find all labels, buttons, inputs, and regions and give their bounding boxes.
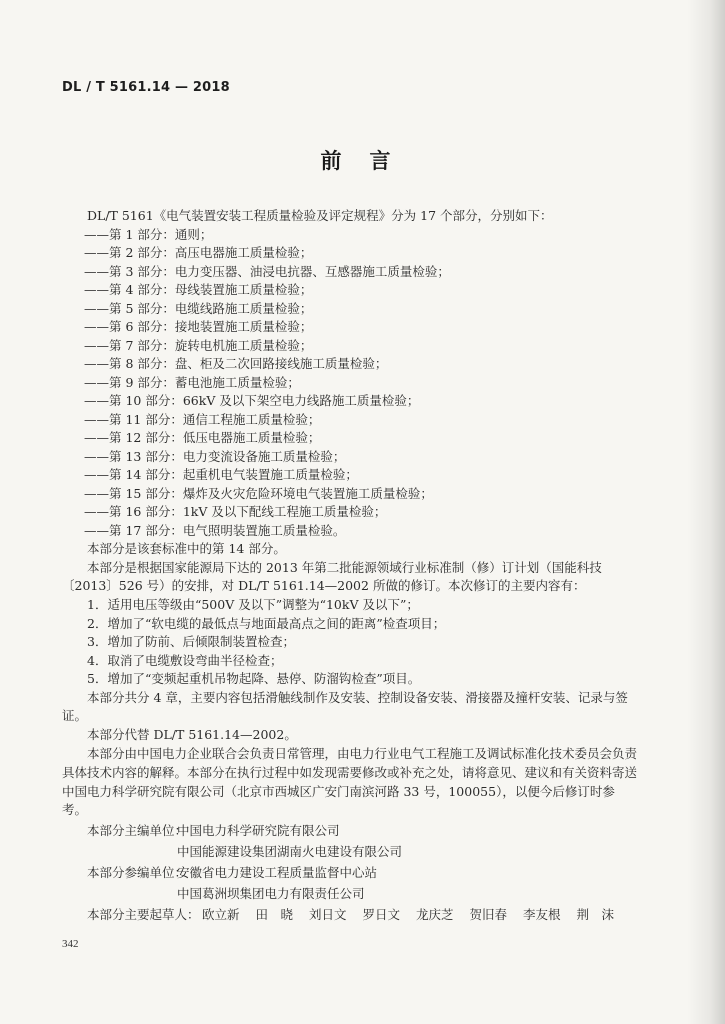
drafters-label: 本部分主要起草人：: [87, 907, 200, 923]
part-item: ——第 6 部分：接地装置施工质量检验；: [84, 319, 313, 334]
chief-unit-value: 中国能源建设集团湖南火电建设有限公司: [177, 844, 403, 860]
replaces-paragraph: 本部分代替 DL/T 5161.14—2002。: [87, 727, 297, 743]
drafter-name: 贺旧春: [469, 907, 508, 923]
drafter-name: 罗日文: [362, 907, 401, 923]
drafter-name: 田 晓: [255, 907, 294, 923]
part-item: ——第 14 部分：起重机电气装置施工质量检验；: [84, 467, 358, 482]
change-item: 1．适用电压等级由“500V 及以下”调整为“10kV 及以下”；: [87, 597, 419, 613]
participating-units-label: 本部分参编单位：: [87, 865, 188, 881]
part-item: ——第 8 部分：盘、柜及二次回路接线施工质量检验；: [84, 356, 388, 371]
part-item: ——第 17 部分：电气照明装置施工质量检验。: [84, 522, 346, 538]
part-item: ——第 16 部分：1kV 及以下配线工程施工质量检验；: [84, 504, 387, 519]
parts-list: [62, 226, 638, 541]
drafters-line: [62, 904, 638, 925]
drafter-name: 李友根: [523, 907, 561, 923]
this-part-line: 本部分是该套标准中的第 14 部分。: [87, 541, 286, 556]
drafter-name: 龙庆芝: [416, 907, 454, 923]
part-item: ——第 1 部分：通则；: [84, 226, 213, 242]
standard-code-header: DL / T 5161.14 — 2018: [62, 80, 230, 95]
changes-list: [62, 596, 638, 689]
part-item: ——第 4 部分：母线装置施工质量检验；: [84, 282, 313, 297]
change-item: 4．取消了电缆敷设弯曲半径检查；: [87, 652, 283, 668]
drafter-name: 荆 沫: [576, 907, 615, 923]
participating-unit-value: 中国葛洲坝集团电力有限责任公司: [177, 886, 365, 902]
drafter-name: 欧立新: [202, 907, 240, 923]
part-item: ——第 13 部分：电力变流设备施工质量检验；: [84, 448, 346, 464]
part-item: ——第 9 部分：蓄电池施工质量检验；: [84, 374, 300, 390]
change-item: 2．增加了“软电缆的最低点与地面最高点之间的距离”检查项目；: [87, 615, 446, 631]
participating-units-block: [62, 862, 638, 904]
participating-unit-value: 安徽省电力建设工程质量监督中心站: [177, 865, 378, 881]
chapters-paragraph: 本部分共分 4 章，主要内容包括滑触线制作及安装、控制设备安装、滑接器及撞杆安装、记录与签证。: [62, 689, 628, 724]
document-body: [62, 207, 638, 925]
management-paragraph: 本部分由中国电力企业联合会负责日常管理，由电力行业电气工程施工及调试标准化技术委员会负责具体技术内容的解释。本部分在执行过程中如发现需要修改或补充之处，请将意见、建议和有关资料寄送中国电力科学研究院有限公司（北京市西城区广安门南滨河路 33 号，100055），以便今后修订时参考。: [62, 745, 638, 818]
intro-line: DL/T 5161《电气装置安装工程质量检验及评定规程》分为 17 个部分，分别如下：: [87, 208, 553, 223]
change-item: 5．增加了“变频起重机吊物起降、悬停、防溜钩检查”项目。: [87, 671, 421, 687]
page-number: 342: [62, 938, 79, 950]
part-item: ——第 15 部分：爆炸及火灾危险环境电气装置施工质量检验；: [84, 485, 433, 501]
part-item: ——第 10 部分：66kV 及以下架空电力线路施工质量检验；: [84, 393, 420, 408]
part-item: ——第 3 部分：电力变压器、油浸电抗器、互感器施工质量检验；: [84, 263, 450, 279]
part-item: ——第 5 部分：电缆线路施工质量检验；: [84, 300, 313, 316]
chief-unit-value: 中国电力科学研究院有限公司: [177, 823, 340, 839]
part-item: ——第 2 部分：高压电器施工质量检验；: [84, 245, 313, 260]
chief-units-label: 本部分主编单位：: [87, 823, 188, 839]
change-item: 3．增加了防前、后倾限制装置检查；: [87, 634, 295, 650]
page-title: 前言: [320, 148, 419, 173]
part-item: ——第 11 部分：通信工程施工质量检验；: [84, 411, 321, 427]
part-item: ——第 12 部分：低压电器施工质量检验；: [84, 430, 321, 445]
drafter-name: 刘日文: [309, 907, 347, 923]
chief-units-block: [62, 820, 638, 862]
part-item: ——第 7 部分：旋转电机施工质量检验；: [84, 337, 313, 353]
basis-paragraph: 本部分是根据国家能源局下达的 2013 年第二批能源领域行业标准制（修）订计划（国能科技〔2013〕526 号）的安排，对 DL/T 5161.14—2002 所做的修订。本次修订的主要内容有：: [62, 559, 602, 594]
